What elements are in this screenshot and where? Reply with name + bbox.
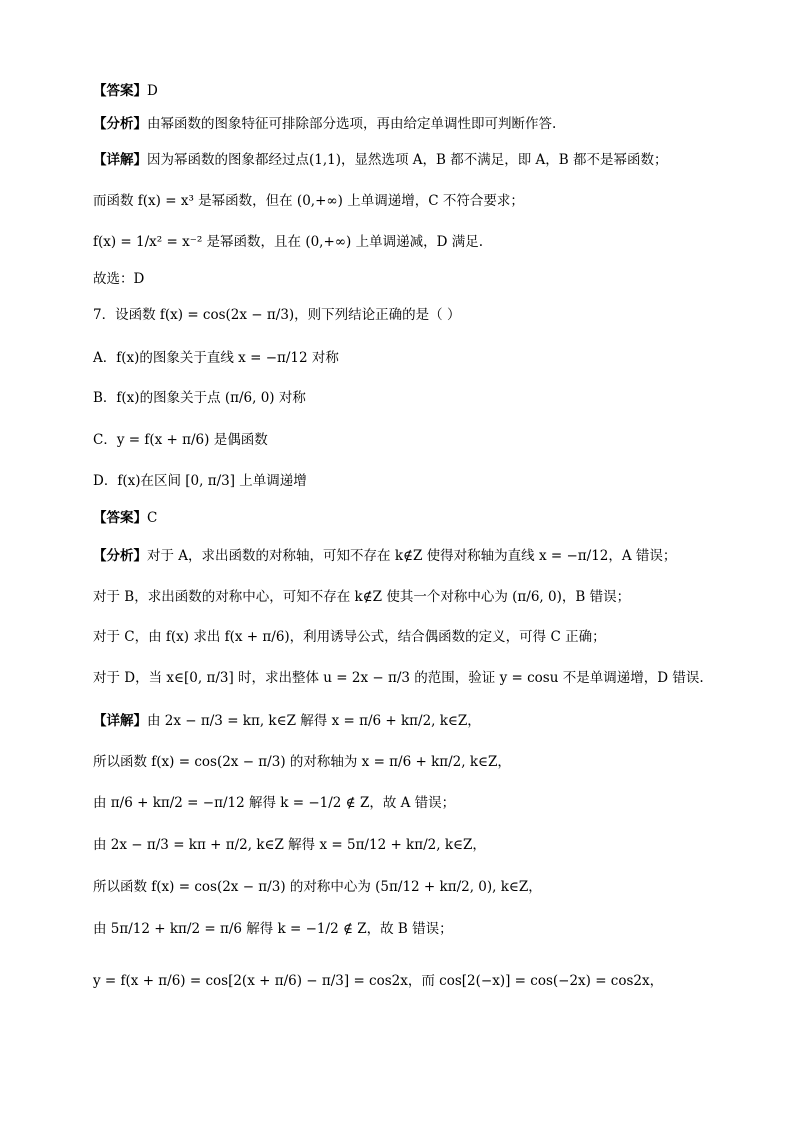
question7-stem: 7．设函数 f(x) = cos(2x − π/3)，则下列结论正确的是（ ） bbox=[93, 307, 461, 323]
detail6-line3: f(x) = 1/x² = x⁻² 是幂函数，且在 (0,+∞) 上单调递减，D 满足. bbox=[93, 234, 483, 250]
detail7-line2: 所以函数 f(x) = cos(2x − π/3) 的对称轴为 x = π/6 + kπ/2, k∈Z， bbox=[93, 754, 511, 770]
detail-text: 因为幂函数的图象都经过点(1,1)，显然选项 A，B 都不满足，即 A，B 都不是幂函数； bbox=[147, 152, 668, 168]
detail6-line1 bbox=[93, 151, 668, 169]
detail6-line2: 而函数 f(x) = x³ 是幂函数，但在 (0,+∞) 上单调递增，C 不符合要求； bbox=[93, 193, 524, 209]
detail7-line7: y = f(x + π/6) = cos[2(x + π/6) − π/3] = cos2x，而 cos[2(−x)] = cos(−2x) = cos2x， bbox=[93, 973, 664, 989]
analysis-label: 【分析】 bbox=[93, 548, 147, 564]
detail7-line6: 由 5π/12 + kπ/2 = π/6 解得 k = −1/2 ∉ Z，故 B 错误； bbox=[93, 921, 453, 937]
detail7-line5: 所以函数 f(x) = cos(2x − π/3) 的对称中心为 (5π/12 + kπ/2, 0), k∈Z， bbox=[93, 879, 542, 895]
question7-option-b: B．f(x)的图象关于点 (π/6, 0) 对称 bbox=[93, 390, 306, 406]
answer7-line bbox=[93, 509, 157, 527]
analysis7-line4: 对于 D，当 x∈[0, π/3] 时，求出整体 u = 2x − π/3 的范围，验证 y = cosu 不是单调递增，D 错误. bbox=[93, 670, 704, 686]
analysis-text: 对于 A，求出函数的对称轴，可知不存在 k∉Z 使得对称轴为直线 x = −π/12，A 错误； bbox=[147, 548, 677, 564]
analysis7-line1 bbox=[93, 547, 676, 565]
detail7-line1 bbox=[93, 712, 481, 730]
detail7-line3: 由 π/6 + kπ/2 = −π/12 解得 k = −1/2 ∉ Z，故 A 错误； bbox=[93, 795, 456, 811]
answer-label: 【答案】 bbox=[93, 83, 147, 99]
analysis7-line3: 对于 C，由 f(x) 求出 f(x + π/6)，利用诱导公式，结合偶函数的定义，可得 C 正确； bbox=[93, 629, 606, 645]
question7-option-a: A．f(x)的图象关于直线 x = −π/12 对称 bbox=[93, 350, 339, 366]
answer-label: 【答案】 bbox=[93, 510, 147, 526]
detail-text: 由 2x − π/3 = kπ, k∈Z 解得 x = π/6 + kπ/2, k∈Z， bbox=[147, 713, 481, 729]
answer-value: C bbox=[147, 510, 158, 526]
analysis-label: 【分析】 bbox=[93, 116, 147, 132]
detail-label: 【详解】 bbox=[93, 152, 147, 168]
analysis7-line2: 对于 B，求出函数的对称中心，可知不存在 k∉Z 使其一个对称中心为 (π/6, 0)，B 错误； bbox=[93, 589, 631, 605]
question7-option-c: C．y = f(x + π/6) 是偶函数 bbox=[93, 432, 268, 448]
answer6-line bbox=[93, 82, 158, 100]
detail7-line4: 由 2x − π/3 = kπ + π/2, k∈Z 解得 x = 5π/12 + kπ/2, k∈Z， bbox=[93, 837, 486, 853]
detail-label: 【详解】 bbox=[93, 713, 147, 729]
question7-option-d: D．f(x)在区间 [0, π/3] 上单调递增 bbox=[93, 473, 307, 489]
analysis-text: 由幂函数的图象特征可排除部分选项，再由给定单调性即可判断作答. bbox=[147, 116, 557, 132]
answer-value: D bbox=[147, 83, 158, 99]
detail6-line4: 故选：D bbox=[93, 271, 145, 287]
analysis6-line bbox=[93, 115, 556, 133]
